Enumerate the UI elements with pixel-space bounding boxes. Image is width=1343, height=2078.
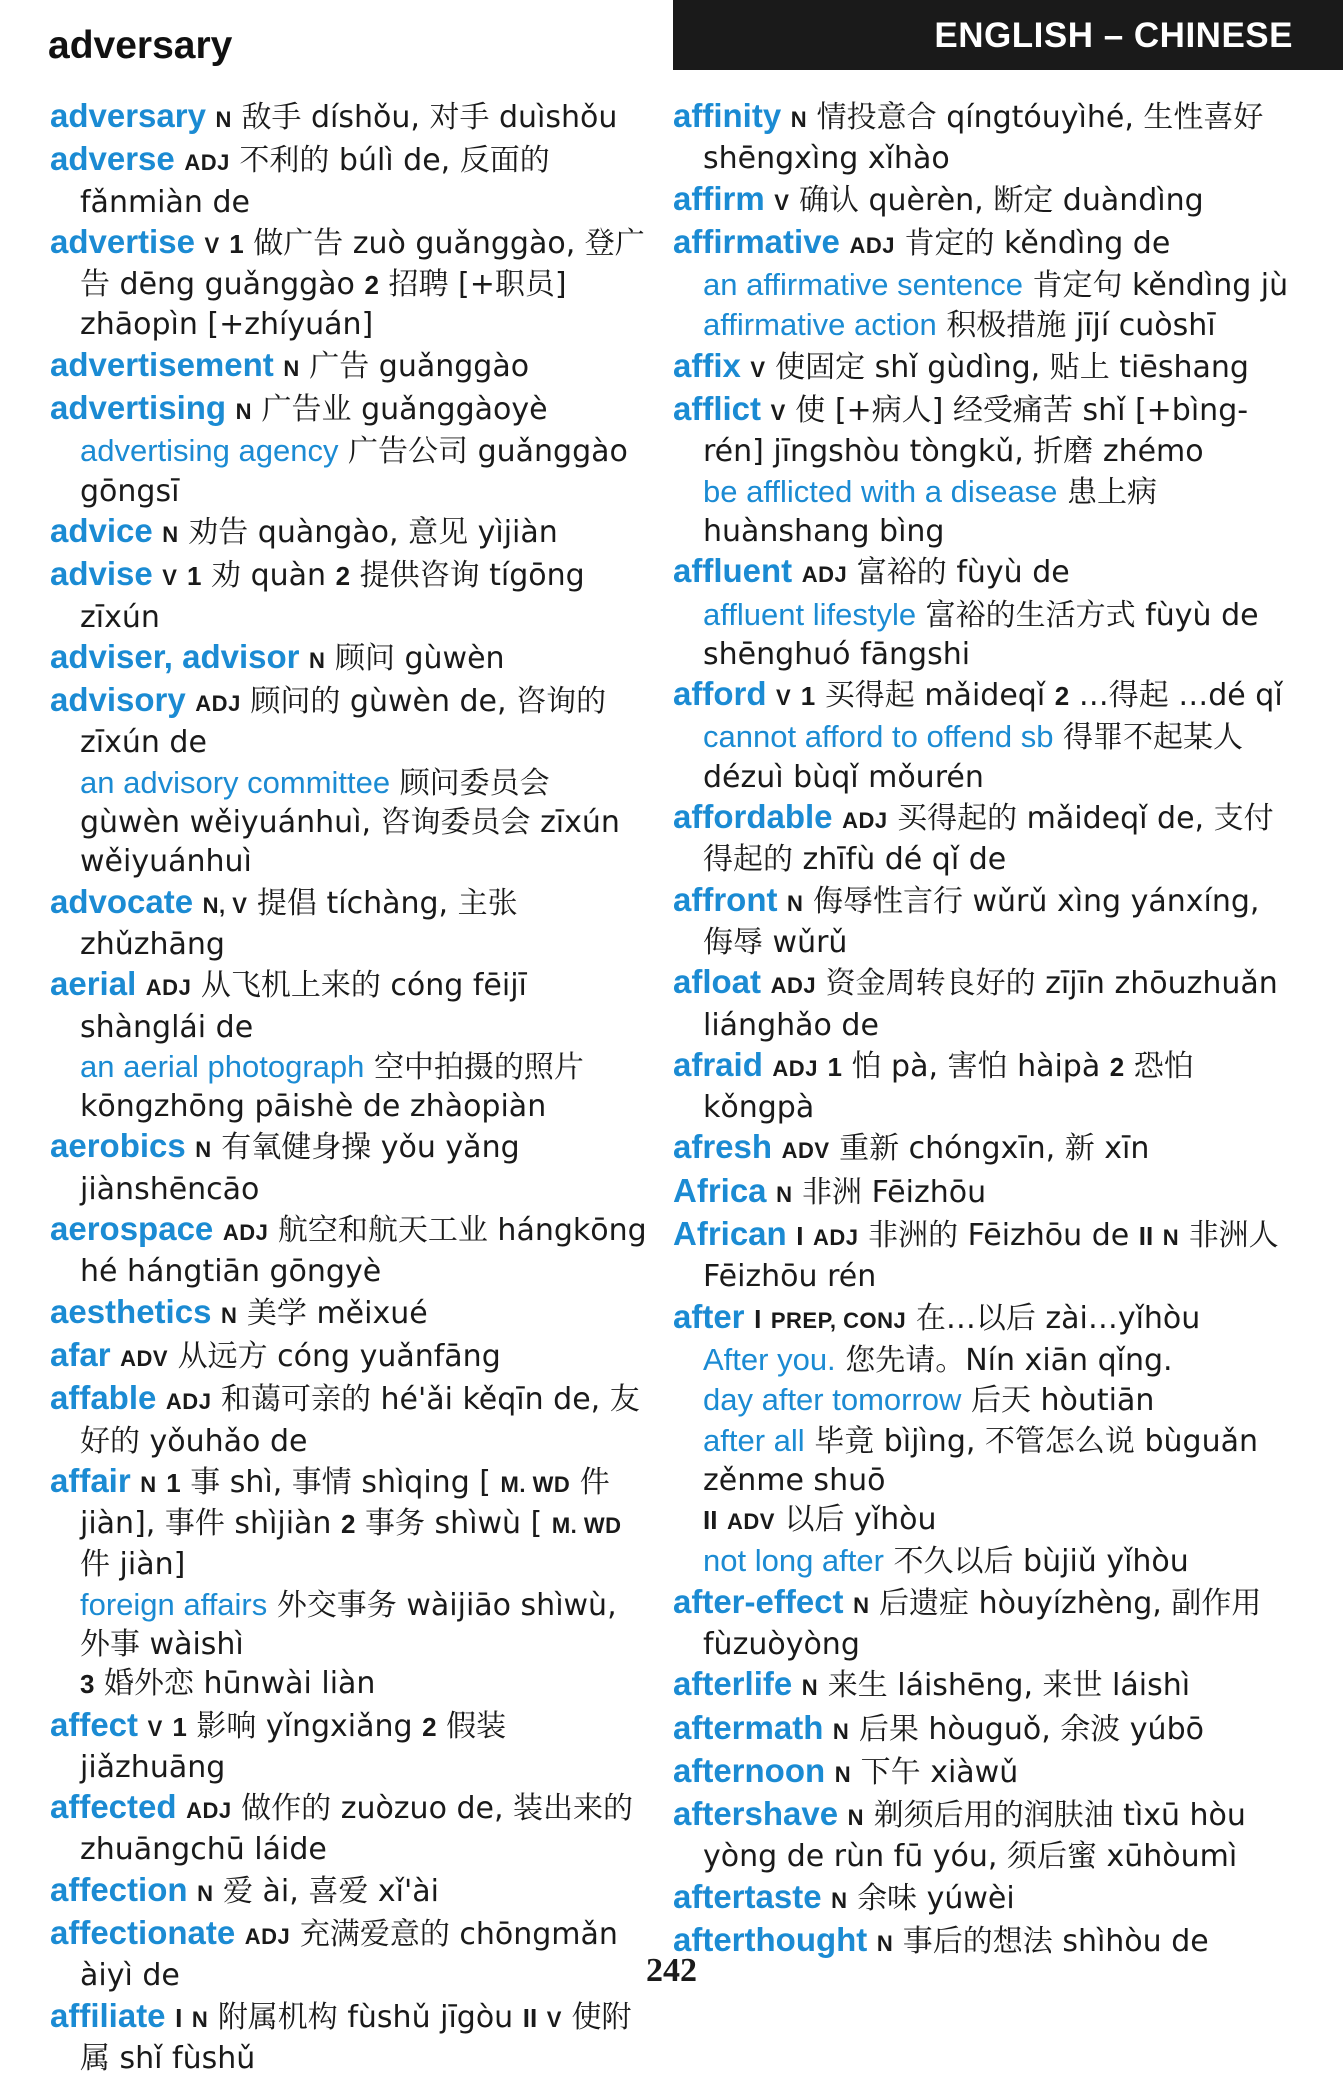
dictionary-entry <box>50 511 650 554</box>
dictionary-entry <box>673 222 1293 265</box>
sense-number: 2 <box>364 270 379 301</box>
part-of-speech: N <box>162 521 179 547</box>
part-of-speech: N <box>831 1887 848 1913</box>
part-of-speech: ADJ <box>184 150 230 176</box>
part-of-speech: N <box>787 890 804 916</box>
entry-subsense <box>673 1421 1293 1501</box>
part-of-speech: N <box>847 1805 865 1831</box>
part-of-speech: ADJ <box>801 562 848 588</box>
translation: 肯定的 kěndìng de <box>904 225 1171 261</box>
sense-number: 1 <box>827 1051 842 1082</box>
headword: afford <box>673 675 767 713</box>
part-of-speech: N <box>283 355 300 381</box>
translation: 提倡 tíchàng, 主张 zhǔzhāng <box>80 885 518 962</box>
headword: affable <box>50 1379 157 1417</box>
part-of-speech: ADV <box>727 1509 775 1535</box>
example-phrase: affirmative action <box>703 307 937 343</box>
headword: affiliate <box>50 1996 166 2034</box>
translation: 外交事务 wàijiāo shìwù, 外事 wàishì <box>80 1587 617 1662</box>
part-of-speech: N <box>790 107 808 132</box>
headword: affluent <box>673 552 793 590</box>
example-phrase: After you. <box>703 1341 836 1377</box>
translation: 后天 hòutiān <box>970 1383 1155 1419</box>
translation: 附属机构 fùshǔ jīgòu <box>217 1999 514 2035</box>
headword: aerial <box>50 965 137 1003</box>
dictionary-entry <box>50 139 650 222</box>
entry-subsense <box>673 595 1293 675</box>
dictionary-entry <box>673 96 1293 179</box>
part-of-speech: N <box>1162 1225 1180 1251</box>
dictionary-entry <box>673 880 1293 963</box>
translation: 非洲 Fēizhōu <box>802 1174 987 1210</box>
headword: affix <box>673 346 741 384</box>
part-of-speech: N <box>235 399 252 425</box>
right-column <box>673 96 1293 1963</box>
translation: 件 jiàn] <box>80 1547 186 1583</box>
translation: 以后 yǐhòu <box>784 1502 937 1538</box>
entry-subsense <box>673 717 1293 797</box>
headword: affectionate <box>50 1914 236 1952</box>
translation: 确认 quèrèn, 断定 duàndìng <box>798 182 1204 218</box>
sense-number: I <box>175 2002 183 2033</box>
headword: aftertaste <box>673 1877 822 1915</box>
translation: 假装 jiǎzhuāng <box>80 1708 507 1785</box>
headword: aftershave <box>673 1795 839 1833</box>
translation: 非洲人 Fēizhōu rén <box>703 1218 1279 1295</box>
translation: 您先请。Nín xiān qǐng. <box>845 1342 1173 1378</box>
headword: adviser, advisor <box>50 637 300 675</box>
dictionary-entry <box>50 680 650 763</box>
translation: 情投意合 qíngtóuyìhé, 生性喜好 shēngxìng xǐhào <box>703 100 1264 177</box>
translation: 富裕的生活方式 fùyù de shēnghuó fāngshi <box>703 597 1259 672</box>
dictionary-entry <box>50 554 650 637</box>
sense-number: 2 <box>422 1711 437 1742</box>
part-of-speech: N <box>309 647 326 673</box>
part-of-speech: M. WD <box>500 1471 571 1497</box>
translation: 爱 ài, 喜爱 xǐ'ài <box>223 1873 439 1909</box>
example-phrase: an advisory committee <box>80 764 391 800</box>
dictionary-entry <box>673 1794 1293 1877</box>
part-of-speech: N <box>801 1675 819 1701</box>
headword: advisory <box>50 681 186 719</box>
sense-number: 2 <box>340 1509 356 1540</box>
translation: 剃须后用的润肤油 tìxū hòu yòng de rùn fū yóu, 须后蜜 xūhòumì <box>703 1798 1246 1875</box>
dictionary-entry <box>673 179 1293 222</box>
part-of-speech: V <box>776 685 792 711</box>
translation: 提供咨询 tígōng zīxún <box>80 558 585 635</box>
headword: affirmative <box>673 222 840 260</box>
translation: 非洲的 Fēizhōu de <box>868 1218 1130 1254</box>
sense-number: I <box>754 1303 762 1334</box>
translation: 得罪不起某人 dézuì bùqǐ mǒurén <box>703 720 1244 795</box>
entry-subsense <box>673 472 1293 552</box>
translation: 下午 xiàwǔ <box>860 1754 1019 1790</box>
entry-subsense <box>50 1047 650 1127</box>
example-phrase: day after tomorrow <box>703 1382 962 1418</box>
translation: 重新 chóngxīn, 新 xīn <box>839 1131 1150 1167</box>
entry-subsense <box>673 1380 1293 1420</box>
part-of-speech: N <box>140 1471 157 1497</box>
headword: afflict <box>673 390 762 428</box>
translation: 恐怕 kǒngpà <box>703 1048 1194 1126</box>
translation: 使 [+病人] 经受痛苦 shǐ [+bìng-rén] jīngshòu tòngkǔ, 折磨 zhémo <box>703 393 1249 470</box>
part-of-speech: N <box>191 2006 209 2032</box>
translation: 广告业 guǎnggàoyè <box>261 392 548 428</box>
entry-subsense <box>673 265 1293 305</box>
translation: 顾问委员会 gùwèn wěiyuánhuì, 咨询委员会 zīxún wěiyuánhuì <box>80 765 620 880</box>
dictionary-entry <box>50 222 650 345</box>
dictionary-entry <box>50 1292 650 1335</box>
headword: advocate <box>50 882 194 920</box>
dictionary-entry <box>673 346 1293 389</box>
dictionary-entry <box>50 1209 650 1292</box>
translation: 来生 láishēng, 来世 láishì <box>827 1668 1191 1704</box>
headword: advise <box>50 555 153 593</box>
headword: advertisement <box>50 345 274 383</box>
part-of-speech: V <box>774 189 790 215</box>
entry-subsense <box>673 1500 1293 1541</box>
dictionary-entry <box>50 882 650 965</box>
part-of-speech: V <box>770 400 786 426</box>
headword: affirm <box>673 179 765 217</box>
headword: affinity <box>673 97 782 134</box>
translation: 肯定句 kěndìng jù <box>1032 268 1289 304</box>
page-number: 242 <box>646 1952 697 1989</box>
headword: adversary <box>50 97 206 134</box>
headword: African <box>673 1215 787 1253</box>
part-of-speech: ADJ <box>244 1924 291 1950</box>
translation: 和蔼可亲的 hé'ǎi kěqīn de, 友好的 yǒuhǎo de <box>80 1382 640 1459</box>
dictionary-entry <box>673 674 1293 717</box>
dictionary-entry <box>50 1705 650 1788</box>
headword: aerobics <box>50 1127 186 1165</box>
dictionary-entry <box>50 1126 650 1209</box>
example-phrase: an aerial photograph <box>80 1048 365 1084</box>
headword: afterlife <box>673 1665 793 1703</box>
dictionary-entry <box>50 964 650 1047</box>
translation: 敌手 díshǒu, 对手 duìshǒu <box>241 100 618 135</box>
sense-number: 1 <box>166 1467 181 1498</box>
part-of-speech: ADJ <box>165 1389 212 1415</box>
translation: 积极措施 jījí cuòshī <box>946 308 1216 344</box>
headword: affected <box>50 1788 177 1826</box>
dictionary-entry <box>50 1335 650 1378</box>
dictionary-entry <box>50 1870 650 1913</box>
dictionary-entry <box>673 389 1293 472</box>
translation: 不利的 búlì de, 反面的 fǎnmiàn de <box>80 143 550 220</box>
headword: advertising <box>50 389 227 427</box>
example-phrase: after all <box>703 1422 805 1458</box>
headword: afloat <box>673 963 762 1001</box>
translation: 美学 měixué <box>246 1295 428 1331</box>
headword: advice <box>50 511 153 549</box>
section-banner-label: ENGLISH – CHINESE <box>934 16 1293 55</box>
translation: 事 shì, 事情 shìqing [ <box>190 1464 491 1500</box>
part-of-speech: N <box>776 1181 793 1207</box>
headword: affair <box>50 1461 131 1499</box>
part-of-speech: ADJ <box>222 1220 269 1246</box>
headword: after-effect <box>673 1582 844 1620</box>
part-of-speech: ADJ <box>772 1055 818 1081</box>
translation: 资金周转良好的 zījīn zhōuzhuǎn liánghǎo de <box>703 966 1278 1043</box>
dictionary-entry <box>673 1045 1293 1128</box>
translation: 买得起 mǎideqǐ <box>824 678 1046 714</box>
translation: 后遗症 hòuyízhèng, 副作用 fùzuòyòng <box>703 1585 1262 1662</box>
dictionary-entry <box>673 962 1293 1045</box>
part-of-speech: V <box>162 565 178 591</box>
part-of-speech: V <box>147 1715 163 1741</box>
sense-number: 2 <box>1109 1051 1125 1082</box>
part-of-speech: ADJ <box>195 691 241 717</box>
translation: 买得起的 mǎideqǐ de, 支付得起的 zhīfù dé qǐ de <box>703 801 1274 878</box>
headword: aerospace <box>50 1210 214 1248</box>
example-phrase: foreign affairs <box>80 1586 268 1622</box>
dictionary-entry <box>673 551 1293 594</box>
translation: 后果 hòuguǒ, 余波 yúbō <box>858 1711 1204 1747</box>
dictionary-entry <box>50 637 650 680</box>
part-of-speech: N, V <box>202 892 248 918</box>
part-of-speech: N <box>215 107 232 132</box>
part-of-speech: ADV <box>781 1138 830 1164</box>
translation: 不久以后 bùjiǔ yǐhòu <box>893 1544 1189 1580</box>
dictionary-entry <box>673 1214 1293 1297</box>
entry-subsense <box>50 1664 650 1704</box>
part-of-speech: ADJ <box>186 1798 232 1824</box>
dictionary-entry <box>673 1297 1293 1340</box>
example-phrase: cannot afford to offend sb <box>703 719 1054 755</box>
sense-number: II <box>1138 1221 1154 1252</box>
dictionary-entry <box>673 1877 1293 1920</box>
sense-number: 1 <box>229 228 244 259</box>
sense-number: 1 <box>800 681 816 712</box>
part-of-speech: ADJ <box>145 975 192 1001</box>
translation: 使附属 shǐ fùshǔ <box>80 1999 632 2076</box>
translation: 广告 guǎnggào <box>309 348 530 384</box>
translation: 毕竟 bìjìng, 不管怎么说 bùguǎn zěnme shuō <box>703 1423 1258 1498</box>
part-of-speech: N <box>876 1931 894 1957</box>
part-of-speech: N <box>195 1137 212 1163</box>
headword: afraid <box>673 1045 763 1083</box>
headword: affordable <box>673 798 833 836</box>
translation: 顾问的 gùwèn de, 咨询的 zīxún de <box>80 684 607 761</box>
headword: afresh <box>673 1128 773 1166</box>
part-of-speech: ADJ <box>770 973 817 999</box>
part-of-speech: ADV <box>120 1345 169 1371</box>
translation: 广告公司 guǎnggào gōngsī <box>80 434 628 509</box>
headword: affect <box>50 1705 139 1743</box>
part-of-speech: ADJ <box>842 808 888 834</box>
translation: 影响 yǐngxiǎng <box>196 1708 413 1744</box>
translation: 招聘 [+职员] zhāopìn [+zhíyuán] <box>80 267 567 343</box>
translation: 充满爱意的 chōngmǎn àiyì de <box>80 1917 618 1994</box>
example-phrase: affluent lifestyle <box>703 596 917 632</box>
dictionary-entry <box>50 1787 650 1870</box>
translation: 做作的 zuòzuo de, 装出来的 zhuāngchū láide <box>80 1791 634 1868</box>
example-phrase: be afflicted with a disease <box>703 473 1058 509</box>
translation: 侮辱性言行 wǔrǔ xìng yánxíng, 侮辱 wǔrǔ <box>703 883 1260 960</box>
headword: afternoon <box>673 1751 826 1789</box>
translation: 怕 pà, 害怕 hàipà <box>851 1048 1101 1084</box>
sense-number: 2 <box>1054 681 1070 712</box>
translation: 余味 yúwèi <box>857 1880 1015 1916</box>
dictionary-entry <box>673 1127 1293 1170</box>
translation: 事后的想法 shìhòu de <box>902 1924 1209 1960</box>
translation: …得起 …dé qǐ <box>1078 678 1283 714</box>
entry-subsense <box>673 305 1293 345</box>
sense-number: 3 <box>80 1669 95 1700</box>
entry-subsense <box>50 431 650 511</box>
part-of-speech: N <box>834 1761 852 1787</box>
translation: 使固定 shǐ gùdìng, 贴上 tiēshang <box>775 349 1249 385</box>
dictionary-entry <box>673 1708 1293 1751</box>
sense-number: 1 <box>187 561 202 592</box>
headword: adverse <box>50 140 175 178</box>
translation: 劝 quàn <box>211 558 327 594</box>
part-of-speech: ADJ <box>813 1225 859 1251</box>
running-head-guideword: adversary <box>48 24 233 67</box>
headword: afterthought <box>673 1921 868 1959</box>
sense-number: II <box>522 2002 538 2033</box>
dictionary-entry <box>50 96 650 139</box>
dictionary-entry <box>50 388 650 431</box>
dictionary-entry <box>673 1171 1293 1214</box>
part-of-speech: V <box>546 2006 562 2032</box>
translation: 劝告 quàngào, 意见 yìjiàn <box>188 514 558 550</box>
dictionary-entry <box>673 1664 1293 1707</box>
headword: after <box>673 1297 745 1335</box>
dictionary-entry <box>673 797 1293 880</box>
part-of-speech: ADJ <box>849 232 895 258</box>
part-of-speech: N <box>220 1302 238 1328</box>
translation: 患上病 huànshang bìng <box>703 474 1157 549</box>
translation: 事务 shìwù [ <box>365 1506 543 1542</box>
part-of-speech: N <box>853 1592 870 1618</box>
part-of-speech: M. WD <box>551 1513 622 1539</box>
dictionary-entry <box>50 345 650 388</box>
translation: 有氧健身操 yǒu yǎng jiànshēncāo <box>80 1130 520 1207</box>
part-of-speech: V <box>750 356 766 382</box>
dictionary-entry <box>673 1582 1293 1665</box>
translation: 做广告 zuò guǎnggào, 登广告 dēng guǎnggào <box>80 225 645 303</box>
dictionary-entry <box>673 1751 1293 1794</box>
dictionary-entry <box>50 1996 650 2078</box>
translation: 从飞机上来的 cóng fēijī shànglái de <box>80 968 527 1045</box>
section-banner <box>673 0 1343 70</box>
headword: affront <box>673 880 778 918</box>
part-of-speech: PREP, CONJ <box>770 1307 907 1333</box>
part-of-speech: N <box>832 1718 850 1744</box>
entry-subsense <box>50 763 650 882</box>
translation: 婚外恋 hūnwài liàn <box>104 1666 376 1702</box>
headword: aesthetics <box>50 1292 212 1330</box>
headword: affection <box>50 1870 188 1908</box>
example-phrase: not long after <box>703 1543 884 1579</box>
example-phrase: an affirmative sentence <box>703 267 1023 303</box>
translation: 空中拍摄的照片 kōngzhōng pāishè de zhàopiàn <box>80 1049 584 1125</box>
headword: Africa <box>673 1171 767 1209</box>
left-column <box>50 96 650 2078</box>
translation: 顾问 gùwèn <box>334 640 505 676</box>
dictionary-entry <box>50 1461 650 1585</box>
entry-subsense <box>50 1585 650 1665</box>
headword: afar <box>50 1335 111 1373</box>
translation: 富裕的 fùyù de <box>856 555 1070 591</box>
headword: aftermath <box>673 1708 824 1746</box>
entry-subsense <box>673 1541 1293 1581</box>
dictionary-entry <box>50 1378 650 1461</box>
example-phrase: advertising agency <box>80 433 339 469</box>
sense-number: I <box>796 1221 804 1252</box>
sense-number: II <box>703 1505 718 1536</box>
headword: advertise <box>50 222 195 260</box>
part-of-speech: V <box>204 232 220 258</box>
translation: 从远方 cóng yuǎnfāng <box>177 1338 501 1374</box>
translation: 件 jiàn], 事件 shìjiàn <box>80 1464 610 1542</box>
sense-number: 1 <box>172 1711 187 1742</box>
part-of-speech: N <box>197 1880 214 1906</box>
entry-subsense <box>673 1340 1293 1380</box>
sense-number: 2 <box>335 561 351 592</box>
translation: 航空和航天工业 hángkōng hé hángtiān gōngyè <box>80 1213 647 1290</box>
translation: 在…以后 zài…yǐhòu <box>915 1300 1201 1336</box>
